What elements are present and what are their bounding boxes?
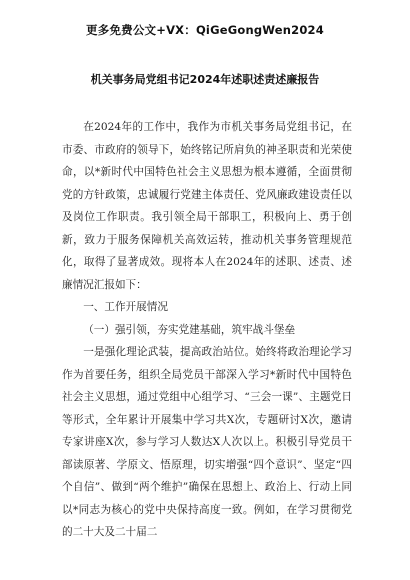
intro-paragraph: 在2024年的工作中，我作为市机关事务局党组书记，在市委、市政府的领导下，始终铭记所肩负的神圣职责和光荣使命，以*新时代中国特色社会主义思想为根本遵循，全面贯彻党的方针政策，忠诚履行党建主体责任、党风廉政建设责任以及岗位工作职责。我引领全局干部职工，积极向上、勇于创新，致力于服务保障机关高效运转，推动机关事务管理规范化，取得了显著成效。现将本人在2024年的述职、述责、述廉情况汇报如下： [62,121,352,291]
subsection-heading: （一）强引领，夯实党建基础，筑牢战斗堡垒 [83,323,296,336]
document-body [62,116,352,544]
document-title: 机关事务局党组书记2024年述职述责述廉报告 [90,73,320,86]
body-paragraph: 一是强化理论武装，提高政治站位。始终将政治理论学习作为首要任务，组织全局党员干部深入学习*新时代中国特色社会主义思想，通过党组中心组学习、“三会一课”、主题党日等形式，全年累计开展集中学习共X次，专题研讨X次，邀请专家讲座X次，参与学习人数达X人次以上。积极引导党员干部读原著、学原文、悟原理，切实增强“四个意识”、坚定“四个自信”、做到“两个维护”确保在思想上、政治上、行动上同以*同志为核心的党中央保持高度一致。例如，在学习贯彻党的二十大及二十届二 [62,346,352,538]
document-header: 更多免费公文+VX：QiGeGongWen2024 [86,23,324,37]
section-heading: 一、工作开展情况 [83,301,168,313]
